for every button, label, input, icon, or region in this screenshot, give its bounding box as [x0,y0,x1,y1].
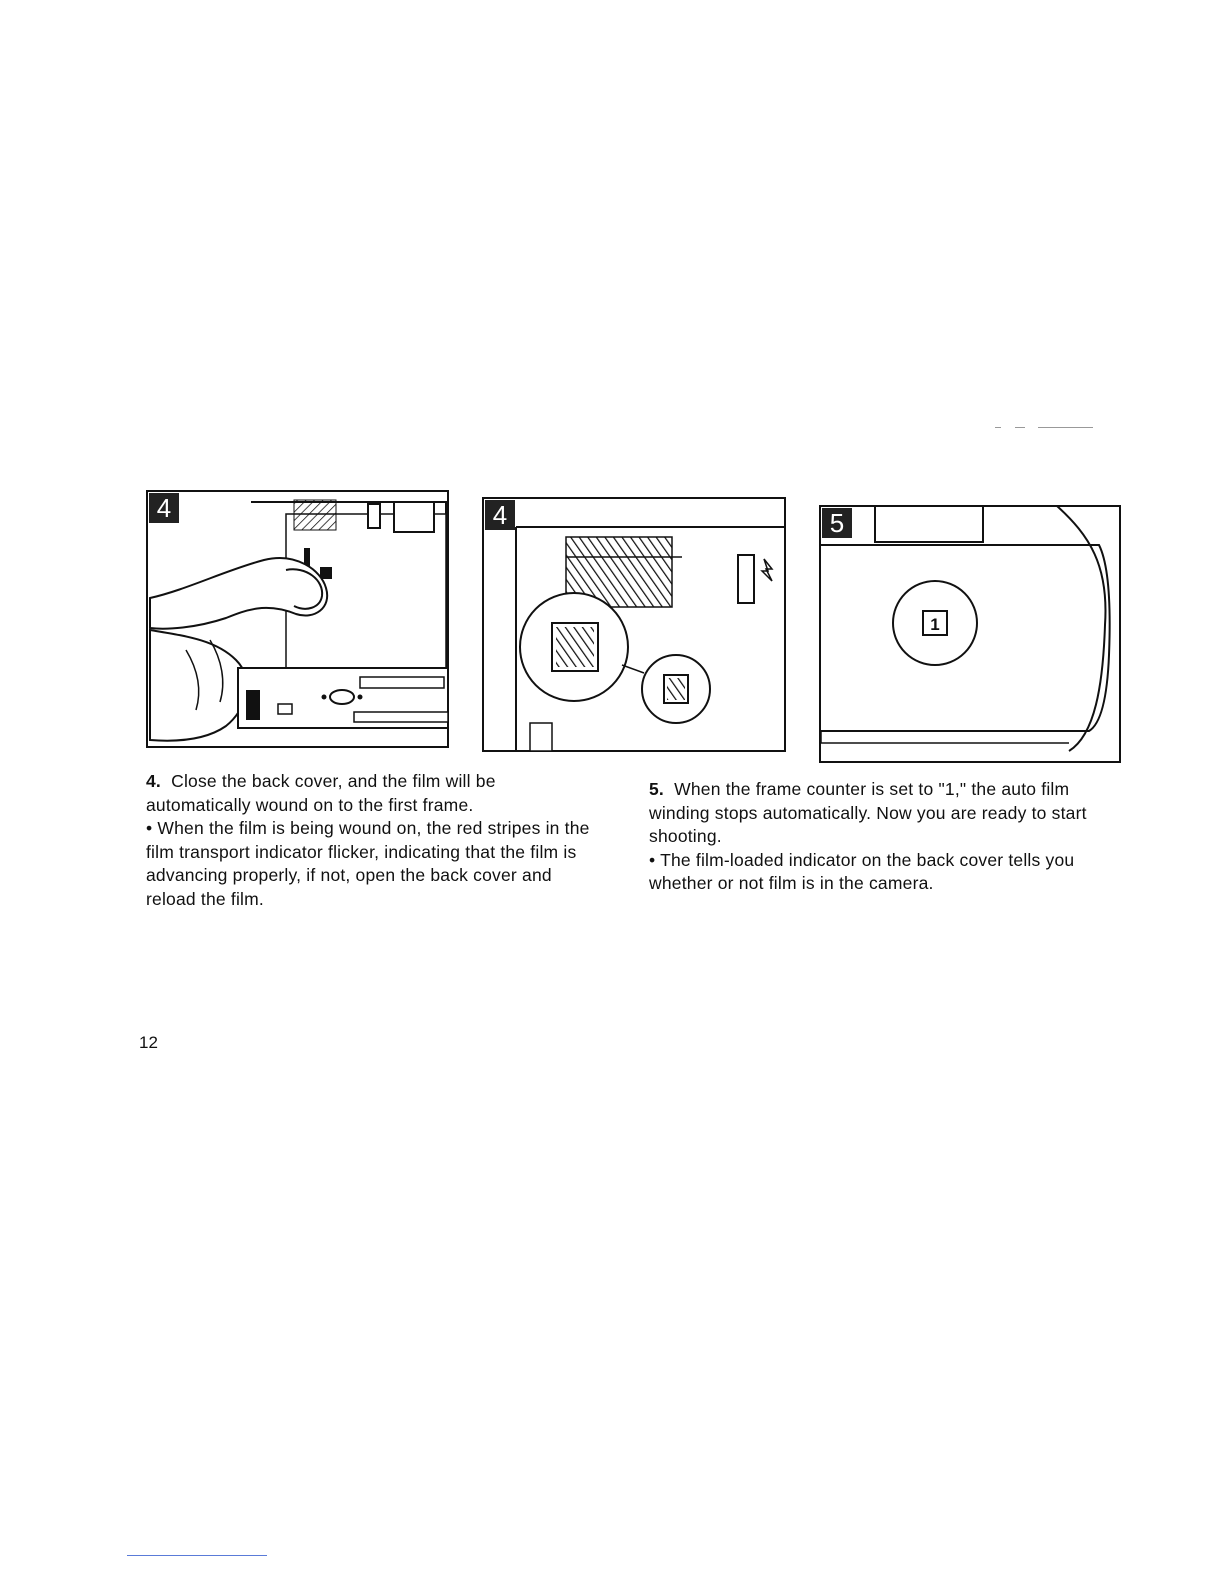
step-5-main: When the frame counter is set to "1," the auto film winding stops automatically. Now you are ready to start shooting. [649,779,1087,847]
step-4-main: Close the back cover, and the film will be automatically wound on to the first frame. [146,771,496,815]
scan-mark [995,427,1001,428]
step-5-bullet: • The film-loaded indicator on the back cover tells you whether or not film is in the camera. [649,849,1075,894]
step-number: 4. [146,771,161,791]
scan-mark [1015,427,1025,428]
scan-edge-line [127,1555,267,1556]
illustration-frame-counter [819,505,1121,763]
frame-counter-value: 1 [930,615,940,634]
figure-film-transport-indicator [482,497,786,752]
step-badge: 4 [149,493,179,523]
illustration-close-back-cover [146,490,449,748]
page-number: 12 [139,1033,158,1052]
step-5-text [649,778,1089,896]
step-badge: 5 [822,508,852,538]
step-5-paragraph [649,778,1089,849]
figure-frame-counter [819,505,1121,763]
figure-close-back-cover [146,490,449,748]
step-number: 5. [649,779,664,799]
illustration-film-transport-indicator [482,497,786,752]
step-badge: 4 [485,500,515,530]
step-4-paragraph [146,770,598,817]
step-4-text [146,770,598,912]
step-4-bullet: • When the film is being wound on, the red stripes in the film transport indicator flicker, indicating that the film is advancing properly, if not, open the back cover and reload the film. [146,818,590,909]
scan-mark [1038,427,1093,428]
